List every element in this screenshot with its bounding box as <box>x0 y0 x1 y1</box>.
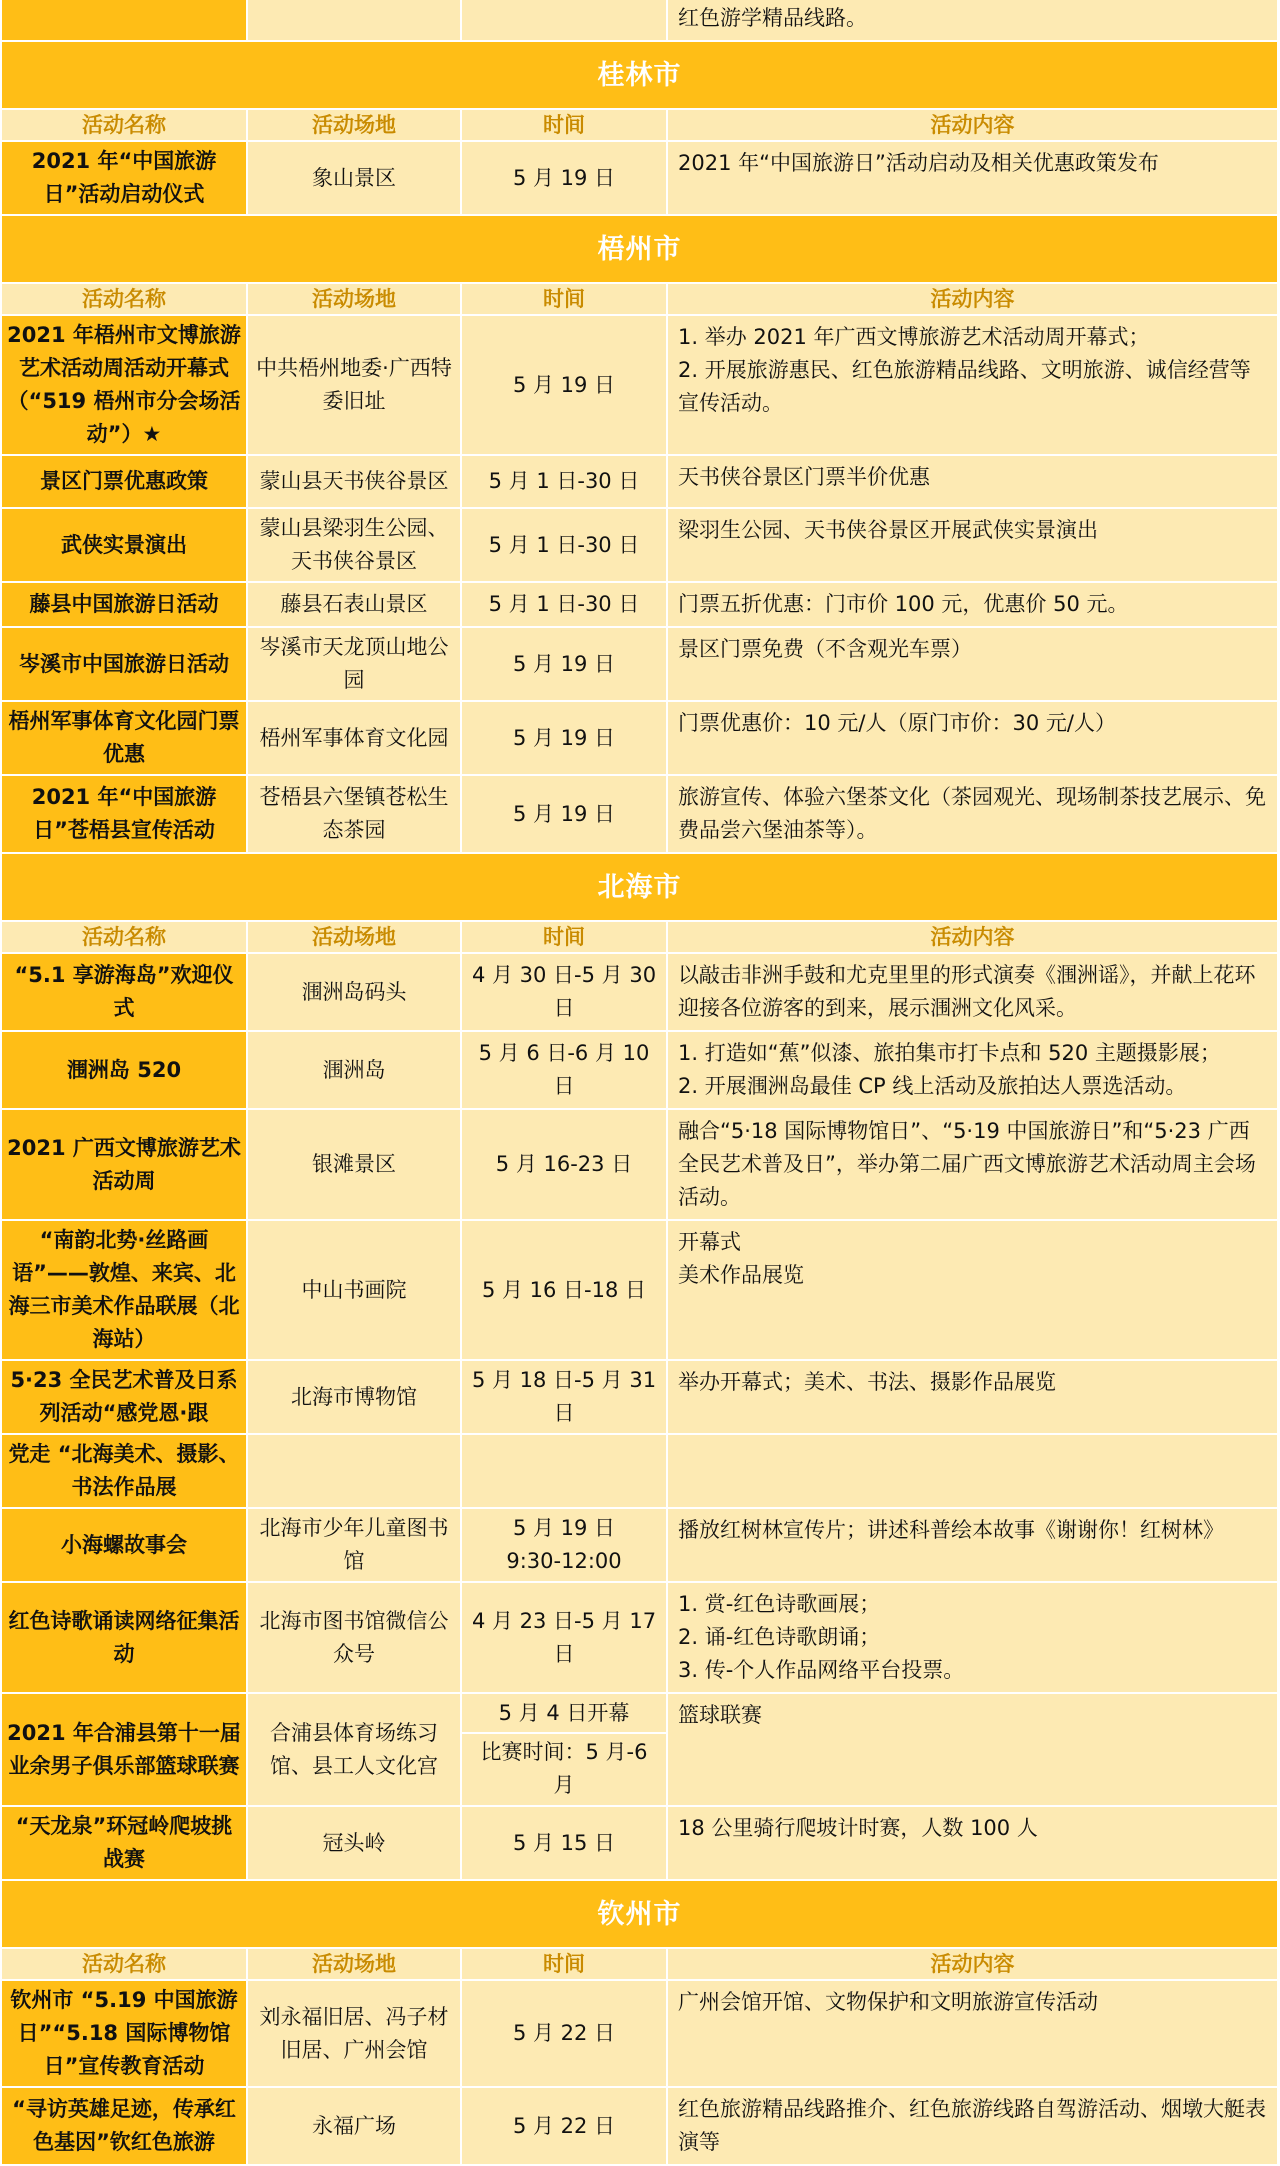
activity-time <box>461 141 667 215</box>
table-row <box>1 1109 1278 1220</box>
activity-time-text: 5 月 19 日 <box>512 801 616 826</box>
activity-name: 钦州市 “5.19 中国旅游日”“5.18 国际博物馆日”宣传教育活动 <box>1 1980 247 2087</box>
activity-table <box>0 40 1279 2166</box>
time-divider <box>462 1732 666 1734</box>
activity-content: 广州会馆开馆、文物保护和文明旅游宣传活动 <box>667 1980 1278 2087</box>
column-header-venue: 活动场地 <box>247 921 461 953</box>
top-fragment-table <box>0 0 1279 42</box>
table-row <box>1 1031 1278 1109</box>
activity-time-text: 5 月 19 日 <box>512 165 616 190</box>
city-section-row <box>1 853 1278 921</box>
activity-content: 1. 举办 2021 年广西文博旅游艺术活动周开幕式； 2. 开展旅游惠民、红色旅游精品线路、文明旅游、诚信经营等宣传活动。 <box>667 315 1278 455</box>
activity-time <box>461 1434 667 1508</box>
activity-name: 岑溪市中国旅游日活动 <box>1 627 247 701</box>
column-header-time: 时间 <box>461 109 667 141</box>
activity-name: 党走 “北海美术、摄影、书法作品展 <box>1 1434 247 1508</box>
activity-time-text: 5 月 1 日-30 日 <box>488 469 640 493</box>
table-header-row <box>1 921 1278 953</box>
activity-time <box>461 1980 667 2087</box>
activity-time <box>461 2087 667 2165</box>
activity-name: “天龙泉”环冠岭爬坡挑战赛 <box>1 1806 247 1880</box>
activity-name: 2021 年“中国旅游日”活动启动仪式 <box>1 141 247 215</box>
activity-venue: 中山书画院 <box>247 1220 461 1360</box>
city-title: 钦州市 <box>1 1880 1278 1948</box>
activity-name: 红色诗歌诵读网络征集活动 <box>1 1582 247 1693</box>
table-row <box>1 582 1278 627</box>
activity-venue: 蒙山县梁羽生公园、天书侠谷景区 <box>247 508 461 582</box>
table-row <box>1 1360 1278 1434</box>
activity-time-text: 5 月 1 日-30 日 <box>488 592 640 616</box>
table-row <box>1 953 1278 1031</box>
column-header-content: 活动内容 <box>667 283 1278 315</box>
activity-time <box>461 315 667 455</box>
table-header-row <box>1 1948 1278 1980</box>
activity-content: 门票优惠价：10 元/人（原门市价：30 元/人） <box>667 701 1278 775</box>
activity-content: 门票五折优惠：门市价 100 元，优惠价 50 元。 <box>667 582 1278 627</box>
activity-time <box>461 701 667 775</box>
city-title: 桂林市 <box>1 41 1278 109</box>
activity-name: 梧州军事体育文化园门票优惠 <box>1 701 247 775</box>
activity-venue: 北海市少年儿童图书馆 <box>247 1508 461 1582</box>
activity-content: 2021 年“中国旅游日”活动启动及相关优惠政策发布 <box>667 141 1278 215</box>
column-header-venue: 活动场地 <box>247 283 461 315</box>
activity-name: “5.1 享游海岛”欢迎仪式 <box>1 953 247 1031</box>
activity-time-text: 5 月 4 日开幕 <box>498 1701 630 1725</box>
cell-time <box>461 0 667 41</box>
column-header-time: 时间 <box>461 283 667 315</box>
column-header-content: 活动内容 <box>667 921 1278 953</box>
activity-venue: 永福广场 <box>247 2087 461 2165</box>
activity-content: 篮球联赛 <box>667 1693 1278 1806</box>
activity-name: “寻访英雄足迹，传承红色基因”钦红色旅游 <box>1 2087 247 2165</box>
activity-time-text: 5 月 22 日 <box>512 2113 616 2138</box>
activity-content <box>667 1434 1278 1508</box>
table-row <box>1 775 1278 853</box>
column-header-name: 活动名称 <box>1 283 247 315</box>
activity-content: 1. 赏-红色诗歌画展； 2. 诵-红色诗歌朗诵； 3. 传-个人作品网络平台投票。 <box>667 1582 1278 1693</box>
activity-content: 梁羽生公园、天书侠谷景区开展武侠实景演出 <box>667 508 1278 582</box>
column-header-venue: 活动场地 <box>247 1948 461 1980</box>
table-header-row <box>1 283 1278 315</box>
activity-time-text: 5 月 6 日-6 月 10 日 <box>478 1041 650 1098</box>
activity-name: 涠洲岛 520 <box>1 1031 247 1109</box>
activity-venue: 蒙山县天书侠谷景区 <box>247 455 461 508</box>
activity-time-detail: 比赛时间：5 月-6 月 <box>480 1740 648 1797</box>
activity-venue: 涠洲岛码头 <box>247 953 461 1031</box>
activity-table-body <box>1 41 1278 2165</box>
activity-content: 景区门票免费（不含观光车票） <box>667 627 1278 701</box>
activity-content: 以敲击非洲手鼓和尤克里里的形式演奏《涠洲谣》，并献上花环迎接各位游客的到来，展示涠洲文化风采。 <box>667 953 1278 1031</box>
activity-name: 2021 广西文博旅游艺术活动周 <box>1 1109 247 1220</box>
activity-time <box>461 1508 667 1582</box>
activity-time-text: 5 月 16 日-18 日 <box>481 1277 647 1302</box>
activity-time <box>461 1360 667 1434</box>
activity-name: 2021 年“中国旅游日”苍梧县宣传活动 <box>1 775 247 853</box>
activity-time-text: 5 月 19 日 <box>512 372 616 397</box>
activity-venue: 苍梧县六堡镇苍松生态茶园 <box>247 775 461 853</box>
activity-name: 景区门票优惠政策 <box>1 455 247 508</box>
activity-time <box>461 582 667 627</box>
activity-time <box>461 1693 667 1806</box>
activity-venue: 银滩景区 <box>247 1109 461 1220</box>
column-header-content: 活动内容 <box>667 109 1278 141</box>
activity-time <box>461 627 667 701</box>
column-header-name: 活动名称 <box>1 921 247 953</box>
cell-name <box>1 0 247 41</box>
activity-time <box>461 1031 667 1109</box>
activity-venue: 岑溪市天龙顶山地公园 <box>247 627 461 701</box>
city-title: 北海市 <box>1 853 1278 921</box>
city-section-row <box>1 1880 1278 1948</box>
table-row <box>1 315 1278 455</box>
activity-time-text: 5 月 15 日 <box>512 1830 616 1855</box>
activity-name: 5·23 全民艺术普及日系列活动“感党恩·跟 <box>1 1360 247 1434</box>
activity-venue: 合浦县体育场练习馆、县工人文化宫 <box>247 1693 461 1806</box>
activity-time-text: 4 月 23 日-5 月 17 日 <box>471 1608 657 1666</box>
column-header-venue: 活动场地 <box>247 109 461 141</box>
activity-time-text: 5 月 1 日-30 日 <box>488 532 640 557</box>
activity-time-text: 5 月 19 日 <box>512 725 616 750</box>
table-row <box>1 701 1278 775</box>
activity-time <box>461 1806 667 1880</box>
table-row <box>1 141 1278 215</box>
table-row <box>1 1806 1278 1880</box>
activity-name: 藤县中国旅游日活动 <box>1 582 247 627</box>
activity-content: 红色旅游精品线路推介、红色旅游线路自驾游活动、烟墩大艇表演等 <box>667 2087 1278 2165</box>
activity-time <box>461 1220 667 1360</box>
activity-venue: 刘永福旧居、冯子材旧居、广州会馆 <box>247 1980 461 2087</box>
activity-time-text: 5 月 19 日 <box>512 651 616 676</box>
activity-content: 融合“5·18 国际博物馆日”、“5·19 中国旅游日”和“5·23 广西全民艺术普及日”，举办第二届广西文博旅游艺术活动周主会场活动。 <box>667 1109 1278 1220</box>
activity-time <box>461 775 667 853</box>
table-row <box>1 455 1278 508</box>
activity-time <box>461 508 667 582</box>
table-row <box>1 508 1278 582</box>
city-section-row <box>1 41 1278 109</box>
table-row <box>1 2087 1278 2165</box>
column-header-name: 活动名称 <box>1 109 247 141</box>
activity-venue: 冠头岭 <box>247 1806 461 1880</box>
activity-venue: 北海市博物馆 <box>247 1360 461 1434</box>
activity-name: 武侠实景演出 <box>1 508 247 582</box>
activity-time-text: 5 月 22 日 <box>512 2021 616 2045</box>
activity-venue <box>247 1434 461 1508</box>
activity-content: 天书侠谷景区门票半价优惠 <box>667 455 1278 508</box>
activity-time <box>461 1582 667 1693</box>
activity-time <box>461 953 667 1031</box>
column-header-time: 时间 <box>461 921 667 953</box>
top-fragment-row <box>1 0 1278 41</box>
activity-name: 2021 年合浦县第十一届业余男子俱乐部篮球联赛 <box>1 1693 247 1806</box>
city-title: 梧州市 <box>1 215 1278 283</box>
column-header-name: 活动名称 <box>1 1948 247 1980</box>
column-header-time: 时间 <box>461 1948 667 1980</box>
table-header-row <box>1 109 1278 141</box>
activity-content: 播放红树林宣传片；讲述科普绘本故事《谢谢你！红树林》 <box>667 1508 1278 1582</box>
activity-content: 开幕式 美术作品展览 <box>667 1220 1278 1360</box>
activity-content: 1. 打造如“蕉”似漆、旅拍集市打卡点和 520 主题摄影展； 2. 开展涠洲岛最佳 CP 线上活动及旅拍达人票选活动。 <box>667 1031 1278 1109</box>
activity-time-text: 5 月 18 日-5 月 31 日 <box>471 1368 657 1425</box>
activity-venue: 涠洲岛 <box>247 1031 461 1109</box>
table-row <box>1 1582 1278 1693</box>
table-row <box>1 1220 1278 1360</box>
activity-venue: 象山景区 <box>247 141 461 215</box>
cell-content: 红色游学精品线路。 <box>667 0 1278 41</box>
activity-content: 18 公里骑行爬坡计时赛，人数 100 人 <box>667 1806 1278 1880</box>
activity-content: 举办开幕式；美术、书法、摄影作品展览 <box>667 1360 1278 1434</box>
activity-name: “南韵北势·丝路画语”——敦煌、来宾、北海三市美术作品联展（北海站） <box>1 1220 247 1360</box>
cell-venue <box>247 0 461 41</box>
activity-time <box>461 1109 667 1220</box>
table-row <box>1 1980 1278 2087</box>
table-row <box>1 1693 1278 1806</box>
activity-venue: 梧州军事体育文化园 <box>247 701 461 775</box>
activity-venue: 北海市图书馆微信公众号 <box>247 1582 461 1693</box>
city-section-row <box>1 215 1278 283</box>
activity-name: 2021 年梧州市文博旅游艺术活动周活动开幕式（“519 梧州市分会场活动”）★ <box>1 315 247 455</box>
column-header-content: 活动内容 <box>667 1948 1278 1980</box>
activity-time <box>461 455 667 508</box>
activity-time-text: 5 月 19 日 9:30-12:00 <box>506 1516 622 1573</box>
activity-content: 旅游宣传、体验六堡茶文化（茶园观光、现场制茶技艺展示、免费品尝六堡油茶等）。 <box>667 775 1278 853</box>
activity-time-text: 4 月 30 日-5 月 30 日 <box>471 963 657 1020</box>
table-row <box>1 1508 1278 1582</box>
activity-name: 小海螺故事会 <box>1 1508 247 1582</box>
activity-venue: 藤县石表山景区 <box>247 582 461 627</box>
table-row <box>1 1434 1278 1508</box>
activity-venue: 中共梧州地委·广西特委旧址 <box>247 315 461 455</box>
activity-time-text: 5 月 16-23 日 <box>495 1152 633 1176</box>
table-row <box>1 627 1278 701</box>
